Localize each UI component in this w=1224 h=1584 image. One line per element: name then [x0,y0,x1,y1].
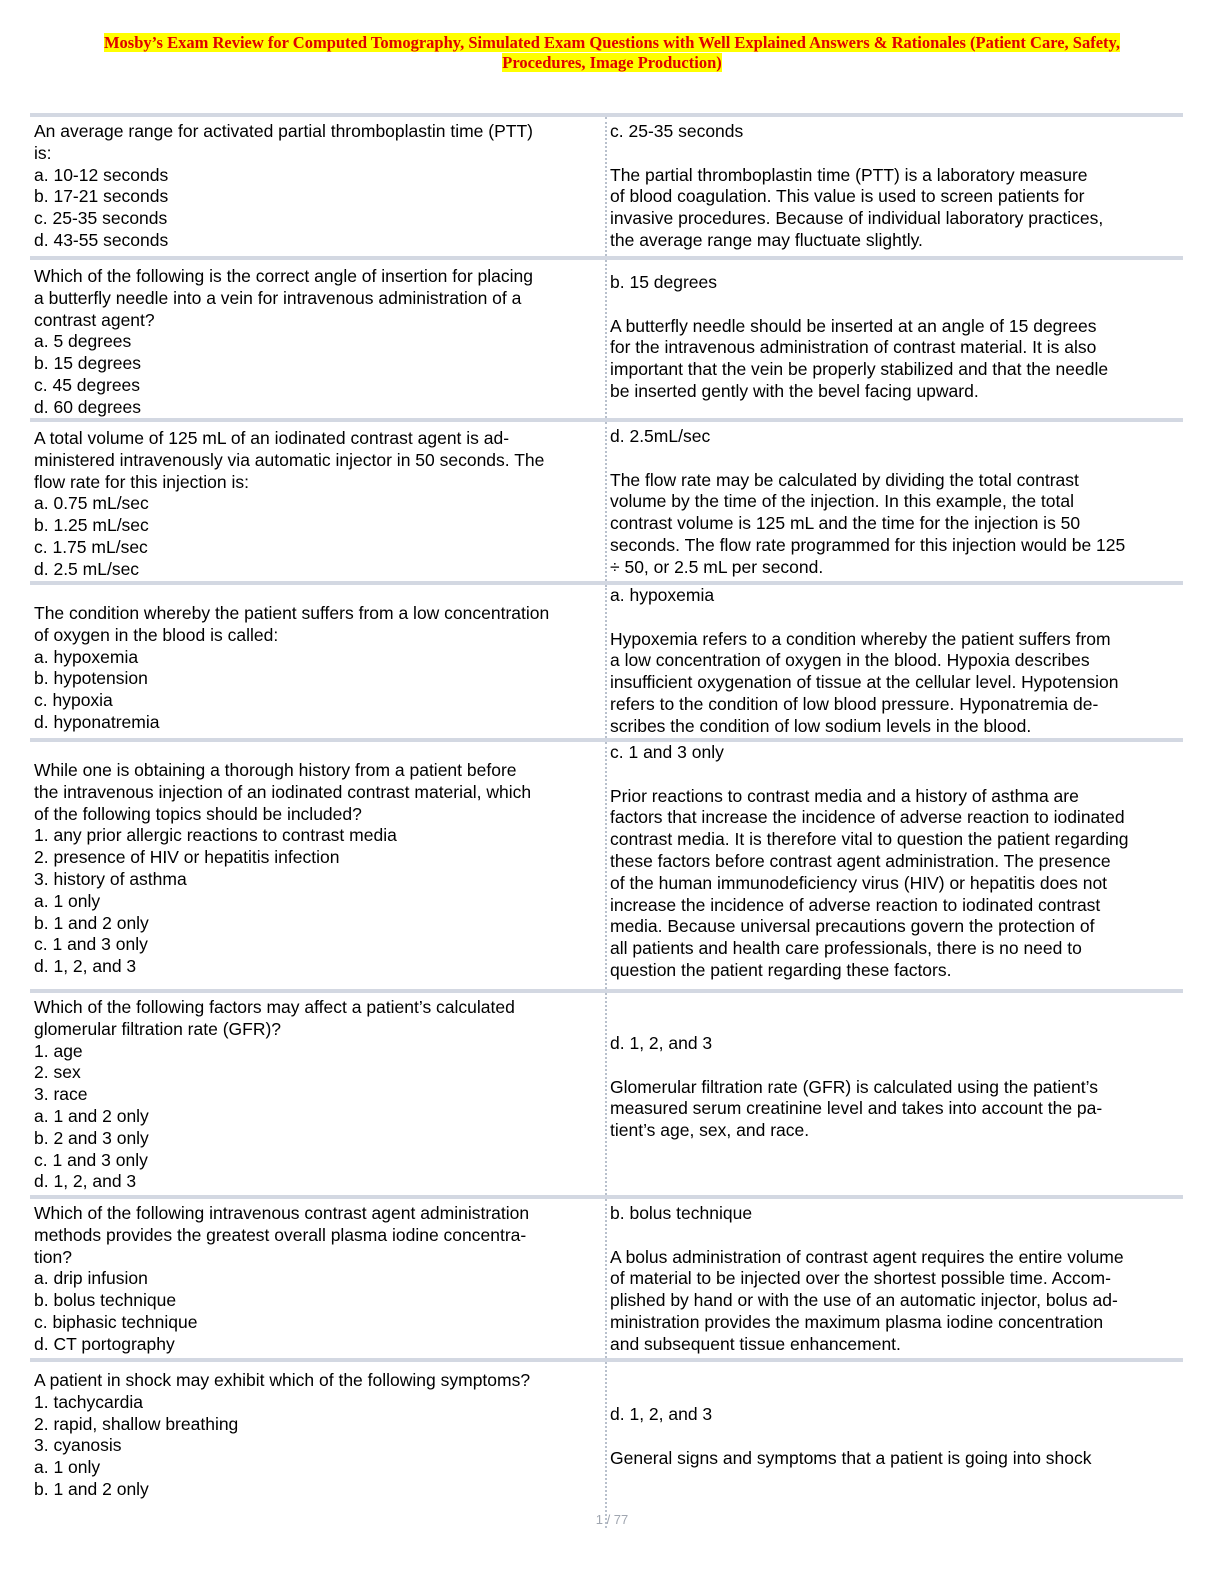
question-cell [34,997,602,1193]
question-line: d. 43-55 seconds [34,229,169,250]
rationale-line: increase the incidence of adverse reaction to iodinated contrast [610,894,1101,915]
question-line: c. 1.75 mL/sec [34,536,148,557]
question-line: d. 1, 2, and 3 [34,956,137,977]
question-line: b. 1 and 2 only [34,912,149,933]
question-line: b. bolus technique [34,1290,177,1311]
flashcard-row [30,418,1183,581]
question-line: While one is obtaining a thorough history from a patient before [34,760,517,780]
question-line: c. 25-35 seconds [34,208,168,229]
answer-text: d. 1, 2, and 3 [610,1033,713,1053]
question-line: d. 60 degrees [34,396,142,417]
question-line: a. 5 degrees [34,331,132,352]
rationale-line: plished by hand or with the use of an automatic injector, bolus ad- [610,1290,1118,1311]
answer-cell [605,1199,1177,1358]
question-cell [34,603,602,734]
answer-text: b. bolus technique [610,1203,753,1223]
question-line: a. 0.75 mL/sec [34,493,149,514]
answer-cell [605,260,1177,418]
question-line: 1. age [34,1040,83,1061]
question-line: a. hypoxemia [34,646,139,667]
rationale-line: a low concentration of oxygen in the blood. Hypoxia describes [610,650,1090,671]
rationale-line: invasive procedures. Because of individual laboratory practices, [610,208,1104,229]
answer-text: d. 2.5mL/sec [610,426,711,446]
question-line: of oxygen in the blood is called: [34,624,279,645]
rationale-line: of material to be injected over the shortest possible time. Accom- [610,1268,1111,1289]
question-line: a. 10-12 seconds [34,164,169,185]
question-line: d. 1, 2, and 3 [34,1171,137,1192]
question-cell [34,266,602,419]
answer-text: a. hypoxemia [610,585,715,605]
question-line: tion? [34,1246,72,1267]
question-cell [34,760,602,978]
rationale-line: A butterfly needle should be inserted at an angle of 15 degrees [610,315,1097,336]
question-line: glomerular filtration rate (GFR)? [34,1018,282,1039]
question-line: is: [34,142,52,163]
answer-cell [605,585,1177,738]
question-line: An average range for activated partial thromboplastin time (PTT) [34,121,533,141]
rationale-line: the average range may fluctuate slightly. [610,229,923,250]
rationale-line: be inserted gently with the bevel facing upward. [610,380,979,401]
question-line: d. CT portography [34,1333,175,1354]
rationale-line: important that the vein be properly stabilized and that the needle [610,359,1109,380]
flashcard-row [30,581,1183,738]
question-line: methods provides the greatest overall plasma iodine concentra- [34,1224,527,1245]
question-line: b. 1 and 2 only [34,1478,149,1499]
flashcard-row [30,113,1183,256]
question-line: a. drip infusion [34,1268,148,1289]
rationale-line: of the human immunodeficiency virus (HIV) or hepatitis does not [610,872,1108,893]
rationale-line: A bolus administration of contrast agent requires the entire volume [610,1246,1124,1267]
question-line: The condition whereby the patient suffers from a low concentration [34,603,550,623]
rationale-line: Hypoxemia refers to a condition whereby the patient suffers from [610,628,1111,649]
rationale-line: ministration provides the maximum plasma iodine concentration [610,1311,1104,1332]
question-cell [34,428,602,581]
question-line: b. 1.25 mL/sec [34,515,149,536]
question-line: a butterfly needle into a vein for intravenous administration of a [34,287,522,308]
question-line: 3. history of asthma [34,868,187,889]
rationale-line: seconds. The flow rate programmed for this injection would be 125 [610,534,1126,555]
question-line: a. 1 and 2 only [34,1105,149,1126]
rationale-line: The partial thromboplastin time (PTT) is a laboratory measure [610,164,1088,185]
rationale-line: for the intravenous administration of contrast material. It is also [610,337,1097,358]
question-line: 2. rapid, shallow breathing [34,1413,239,1434]
rationale-line: refers to the condition of low blood pressure. Hyponatremia de- [610,693,1099,714]
question-cell [34,1370,602,1501]
flashcard-row [30,1358,1183,1528]
rationale-line: these factors before contrast agent administration. The presence [610,850,1111,871]
question-line: d. hyponatremia [34,711,160,732]
rationale-line: tient’s age, sex, and race. [610,1120,810,1141]
rationale-line: of blood coagulation. This value is used to screen patients for [610,186,1085,207]
flashcard-row [30,738,1183,989]
rationale-line: question the patient regarding these factors. [610,959,952,980]
question-line: c. hypoxia [34,690,113,711]
flashcard-table [30,113,1183,1528]
question-line: 1. any prior allergic reactions to contrast media [34,825,397,846]
question-line: b. 15 degrees [34,353,142,374]
rationale-line: factors that increase the incidence of adverse reaction to iodinated [610,807,1125,828]
question-line: c. 1 and 3 only [34,1149,148,1170]
question-cell [34,121,602,252]
rationale-line: Prior reactions to contrast media and a history of asthma are [610,785,1079,806]
rationale-line: all patients and health care professionals, there is no need to [610,938,1082,959]
question-line: b. 17-21 seconds [34,186,169,207]
rationale-line: ÷ 50, or 2.5 mL per second. [610,556,824,577]
title-line-1: Mosby’s Exam Review for Computed Tomography, Simulated Exam Questions with Well Explained Answers & Rationales (Patient Care, Safety, [103,33,1120,52]
title-line-2: Procedures, Image Production) [502,53,722,72]
flashcard-row [30,256,1183,418]
question-line: 2. sex [34,1062,81,1083]
question-line: 3. race [34,1084,88,1105]
page-indicator: 1 / 77 [595,1512,629,1527]
question-line: 3. cyanosis [34,1435,122,1456]
answer-text: b. 15 degrees [610,272,718,292]
question-line: the intravenous injection of an iodinated contrast material, which [34,781,532,802]
question-line: d. 2.5 mL/sec [34,558,140,579]
question-line: flow rate for this injection is: [34,471,249,492]
answer-cell [605,117,1177,256]
rationale-line: scribes the condition of low sodium levels in the blood. [610,715,1032,736]
question-line: ministered intravenously via automatic injector in 50 seconds. The [34,449,545,470]
question-line: c. biphasic technique [34,1311,198,1332]
answer-cell [605,422,1177,581]
question-line: contrast agent? [34,309,155,330]
question-line: Which of the following factors may affect a patient’s calculated [34,997,515,1017]
rationale-line: measured serum creatinine level and takes into account the pa- [610,1098,1103,1119]
question-line: 2. presence of HIV or hepatitis infection [34,847,340,868]
answer-cell [605,742,1177,989]
question-line: a. 1 only [34,1457,101,1478]
question-cell [34,1203,602,1356]
rationale-line: Glomerular filtration rate (GFR) is calculated using the patient’s [610,1076,1098,1097]
question-line: c. 45 degrees [34,374,141,395]
rationale-line: General signs and symptoms that a patient is going into shock [610,1447,1092,1468]
rationale-line: volume by the time of the injection. In this example, the total [610,491,1074,512]
rationale-line: media. Because universal precautions govern the protection of [610,916,1095,937]
question-line: Which of the following intravenous contrast agent administration [34,1203,530,1223]
answer-text: d. 1, 2, and 3 [610,1404,713,1424]
rationale-line: The flow rate may be calculated by dividing the total contrast [610,469,1079,490]
rationale-line: contrast media. It is therefore vital to question the patient regarding [610,829,1129,850]
question-line: c. 1 and 3 only [34,934,148,955]
question-line: b. 2 and 3 only [34,1127,149,1148]
question-line: a. 1 only [34,890,101,911]
question-line: A patient in shock may exhibit which of the following symptoms? [34,1370,531,1390]
flashcard-row [30,989,1183,1195]
document-title [30,33,1194,73]
question-line: Which of the following is the correct angle of insertion for placing [34,266,534,286]
question-line: A total volume of 125 mL of an iodinated contrast agent is ad- [34,428,510,448]
answer-cell [605,1362,1177,1528]
question-line: b. hypotension [34,668,148,689]
question-line: 1. tachycardia [34,1391,143,1412]
answer-text: c. 25-35 seconds [610,121,744,141]
rationale-line: insufficient oxygenation of tissue at the cellular level. Hypotension [610,672,1119,693]
flashcard-row [30,1195,1183,1358]
rationale-line: contrast volume is 125 mL and the time for the injection is 50 [610,513,1081,534]
answer-cell [605,993,1177,1195]
answer-text: c. 1 and 3 only [610,742,724,762]
rationale-line: and subsequent tissue enhancement. [610,1333,901,1354]
question-line: of the following topics should be included? [34,803,362,824]
